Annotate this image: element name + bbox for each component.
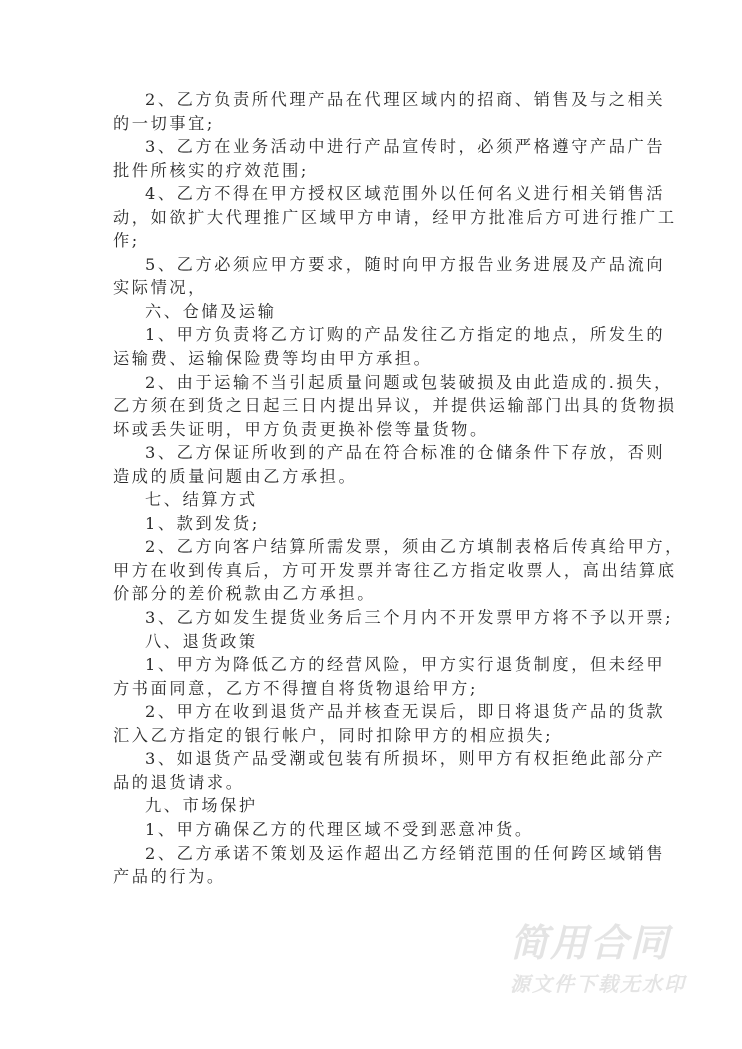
text-line: 甲方在收到传真后，方可开发票并寄往乙方指定收票人，高出结算底 <box>113 560 677 580</box>
text-line: 1、甲方为降低乙方的经营风险，甲方实行退货制度，但未经甲 <box>145 655 666 675</box>
text-line: 产品的行为。 <box>113 867 226 887</box>
text-line: 2、甲方在收到退货产品并核查无误后，即日将退货产品的货款 <box>145 702 666 722</box>
text-line: 七、结算方式 <box>145 490 258 510</box>
text-line: 乙方须在到货之日起三日内提出异议，并提供运输部门出具的货物损 <box>113 396 677 416</box>
text-line: 实际情况， <box>113 278 207 298</box>
text-line: 2、乙方负责所代理产品在代理区域内的招商、销售及与之相关 <box>145 90 666 109</box>
text-line: 2、乙方承诺不策划及运作超出乙方经销范围的任何跨区域销售 <box>145 843 666 863</box>
text-line: 3、如退货产品受潮或包装有所损坏，则甲方有权拒绝此部分产 <box>145 749 666 769</box>
text-line: 动，如欲扩大代理推广区域甲方申请，经甲方批准后方可进行推广工 <box>113 207 677 227</box>
text-line: 3、乙方保证所收到的产品在符合标准的仓储条件下存放，否则 <box>145 443 666 463</box>
watermark-title: 简用合同 <box>510 921 671 965</box>
text-line: 六、仓储及运输 <box>145 301 277 321</box>
text-line: 八、退货政策 <box>145 631 258 651</box>
text-line: 品的退货请求。 <box>113 772 245 792</box>
text-line: 坏或丢失证明，甲方负责更换补偿等量货物。 <box>113 419 489 439</box>
text-line: 的一切事宜; <box>113 113 215 133</box>
text-line: 5、乙方必须应甲方要求，随时向甲方报告业务进展及产品流向 <box>145 254 666 274</box>
text-line: 3、乙方如发生提货业务后三个月内不开发票甲方将不予以开票; <box>145 608 674 628</box>
text-line: 运输费、运输保险费等均由甲方承担。 <box>113 349 433 369</box>
text-line: 2、由于运输不当引起质量问题或包装破损及由此造成的.损失， <box>145 372 673 392</box>
text-line: 1、甲方确保乙方的代理区域不受到恶意冲货。 <box>145 819 534 839</box>
text-line: 价部分的差价税款由乙方承担。 <box>113 584 377 604</box>
text-line: 造成的质量问题由乙方承担。 <box>113 466 358 486</box>
document-page <box>113 88 684 889</box>
text-line: 批件所核实的疗效范围; <box>113 160 309 180</box>
text-line: 九、市场保护 <box>145 796 258 816</box>
text-line: 方书面同意，乙方不得擅自将货物退给甲方; <box>113 678 479 698</box>
text-line: 1、款到发货; <box>145 513 260 533</box>
text-line: 4、乙方不得在甲方授权区域范围外以任何名义进行相关销售活 <box>145 184 666 204</box>
text-line: 汇入乙方指定的银行帐户，同时扣除甲方的相应损失; <box>113 725 554 745</box>
text-line: 1、甲方负责将乙方订购的产品发往乙方指定的地点，所发生的 <box>145 325 666 345</box>
text-line: 3、乙方在业务活动中进行产品宣传时，必须严格遵守产品广告 <box>145 137 666 157</box>
text-line: 2、乙方向客户结算所需发票，须由乙方填制表格后传真给甲方， <box>145 537 684 557</box>
text-line: 作; <box>113 231 140 251</box>
watermark-subtitle: 源文件下载无水印 <box>510 972 686 996</box>
